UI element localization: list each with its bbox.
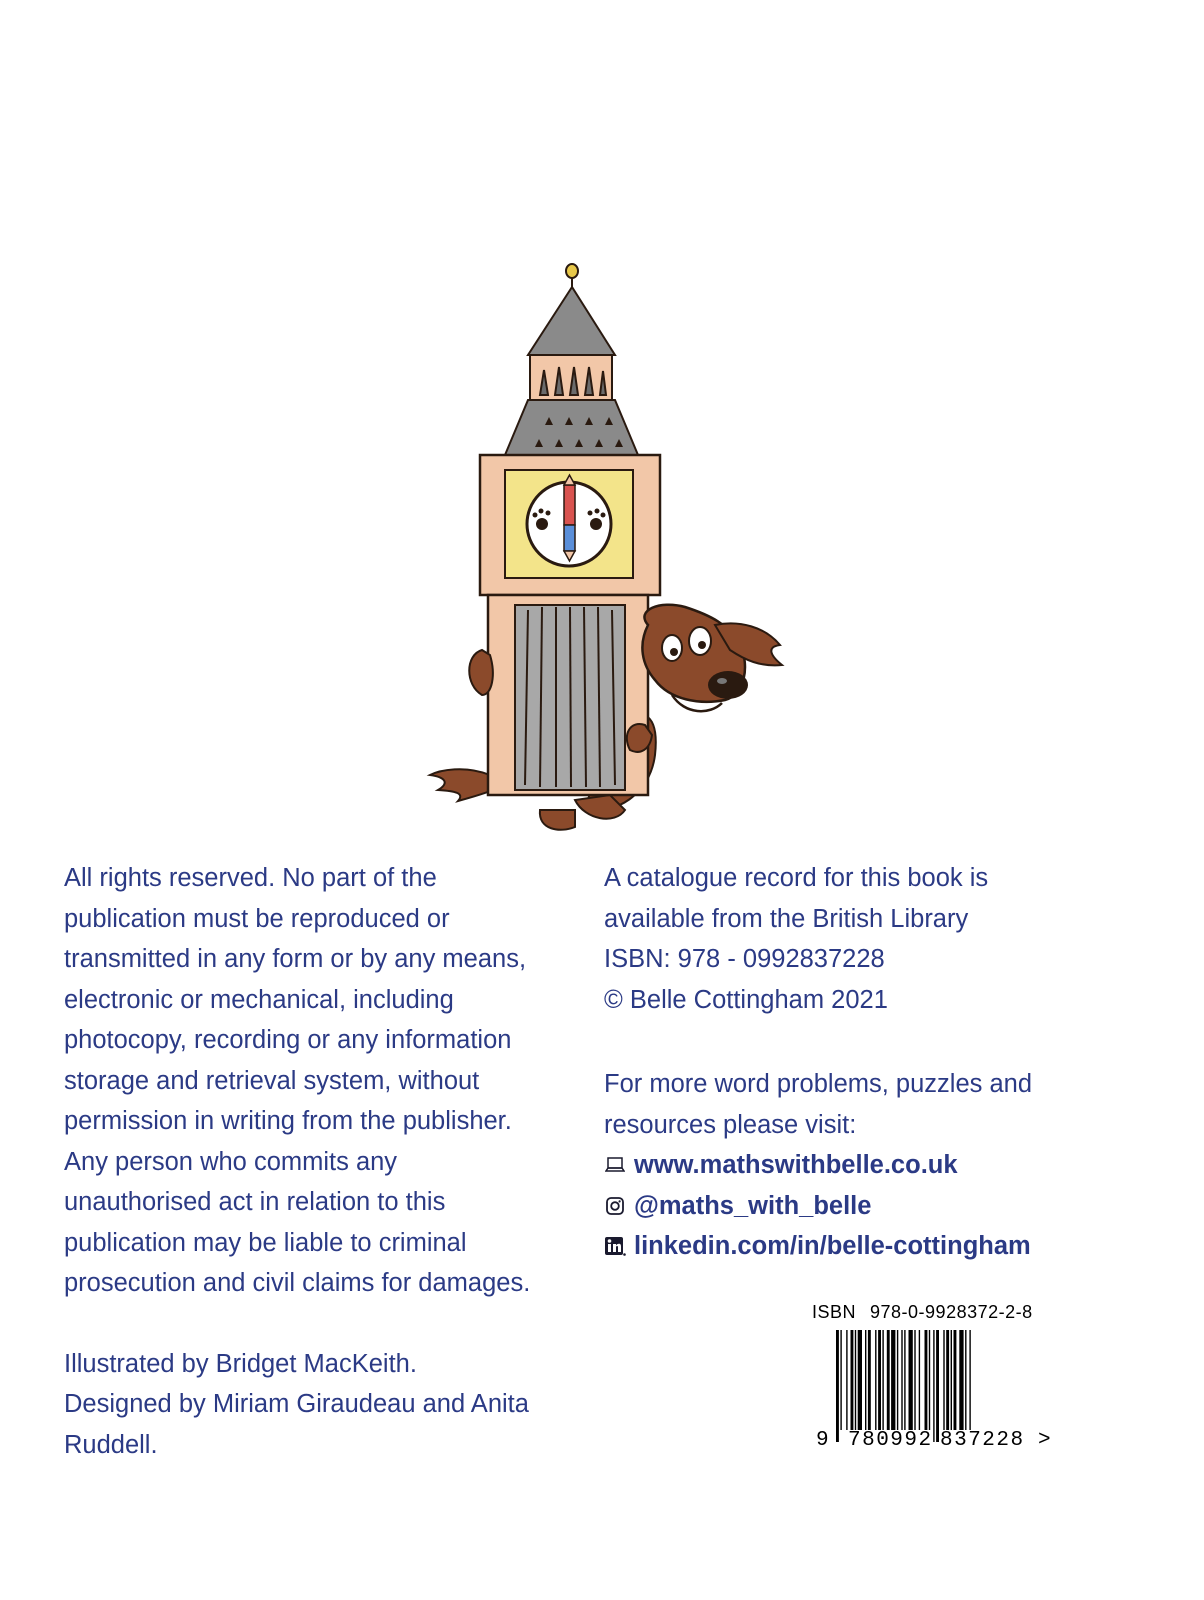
rights-line: electronic or mechanical, including — [64, 985, 454, 1014]
barcode-digit-first: 9 — [816, 1429, 829, 1452]
barcode-bars — [834, 1330, 1044, 1442]
barcode-bar — [851, 1330, 854, 1430]
spacer — [64, 1304, 564, 1344]
linkedin-link[interactable]: linkedin.com/in/belle-cottingham — [634, 1232, 1031, 1260]
rights-line: unauthorised act in relation to this — [64, 1188, 446, 1216]
barcode-isbn-label — [812, 1302, 1033, 1323]
barcode-bar — [959, 1330, 963, 1430]
barcode-bar — [929, 1330, 930, 1430]
barcode-bar — [858, 1330, 862, 1430]
barcode-bar — [909, 1330, 913, 1430]
isbn-barcode — [812, 1302, 1062, 1462]
rights-line: Any person who commits any — [64, 1147, 398, 1176]
barcode-bar — [951, 1330, 952, 1430]
illustrator-credit: Illustrated by Bridget MacKeith. — [64, 1349, 417, 1378]
barcode-bar — [969, 1330, 970, 1430]
rights-line: publication may be liable to criminal — [64, 1228, 467, 1257]
barcode-digits-right: 837228 — [940, 1429, 1025, 1452]
barcode-bar — [954, 1330, 957, 1430]
barcode-bar — [936, 1330, 939, 1442]
barcode-bar — [882, 1330, 883, 1430]
more-resources-line: resources please visit: — [604, 1110, 857, 1139]
more-resources-line: For more word problems, puzzles and — [604, 1070, 1033, 1098]
designer-credit: Designed by Miriam Giraudeau and Anita — [64, 1390, 529, 1418]
barcode-bar — [865, 1330, 866, 1430]
rights-line: transmitted in any form or by any means, — [64, 945, 527, 973]
barcode-bar — [914, 1330, 915, 1430]
barcode-bar — [901, 1330, 902, 1430]
barcode-isbn-prefix: ISBN — [812, 1302, 857, 1322]
copyright-text: © Belle Cottingham 2021 — [604, 985, 888, 1014]
designer-credit-cont: Ruddell. — [64, 1430, 158, 1459]
illustration-svg — [410, 255, 810, 845]
rights-line: All rights reserved. No part of the — [64, 864, 437, 892]
barcode-bar — [897, 1330, 898, 1430]
barcode-bar — [836, 1330, 839, 1442]
catalogue-column — [604, 858, 1074, 1267]
barcode-quiet-arrow: > — [1038, 1429, 1051, 1452]
barcode-bar — [846, 1330, 847, 1430]
rights-column — [64, 858, 564, 1465]
linkedin-icon — [604, 1235, 626, 1257]
barcode-bar — [868, 1330, 871, 1430]
rights-line: publication must be reproduced or — [64, 904, 450, 933]
barcode-bar — [840, 1330, 841, 1430]
barcode-bar — [878, 1330, 881, 1430]
barcode-bar — [965, 1330, 966, 1430]
barcode-bar — [891, 1330, 895, 1430]
barcode-bar — [887, 1330, 890, 1430]
rights-line: prosecution and civil claims for damages. — [64, 1269, 531, 1297]
big-ben-dog-illustration — [410, 255, 810, 845]
barcode-digits-left: 780992 — [848, 1429, 933, 1452]
instagram-link-row[interactable] — [604, 1186, 1074, 1227]
barcode-bar — [933, 1330, 934, 1442]
barcode-bar — [875, 1330, 876, 1430]
barcode-bar — [925, 1330, 928, 1430]
rights-line: storage and retrieval system, without — [64, 1066, 480, 1095]
barcode-isbn-number: 978-0-9928372-2-8 — [870, 1302, 1033, 1322]
spacer — [604, 1020, 1074, 1064]
catalogue-line: available from the British Library — [604, 904, 969, 933]
laptop-icon — [604, 1154, 626, 1176]
website-link[interactable]: www.mathswithbelle.co.uk — [634, 1151, 958, 1179]
barcode-bar — [855, 1330, 856, 1430]
barcode-bar — [919, 1330, 920, 1430]
rights-line: permission in writing from the publisher. — [64, 1107, 512, 1135]
linkedin-link-row[interactable] — [604, 1226, 1074, 1267]
barcode-bar — [904, 1330, 905, 1430]
barcode-bar — [943, 1330, 944, 1430]
catalogue-line: A catalogue record for this book is — [604, 864, 989, 892]
rights-line: photocopy, recording or any information — [64, 1026, 512, 1054]
website-link-row[interactable] — [604, 1145, 1074, 1186]
barcode-bar — [946, 1330, 949, 1430]
instagram-link[interactable]: @maths_with_belle — [634, 1191, 872, 1220]
instagram-icon — [604, 1195, 626, 1217]
isbn-text: ISBN: 978 - 0992837228 — [604, 945, 885, 973]
